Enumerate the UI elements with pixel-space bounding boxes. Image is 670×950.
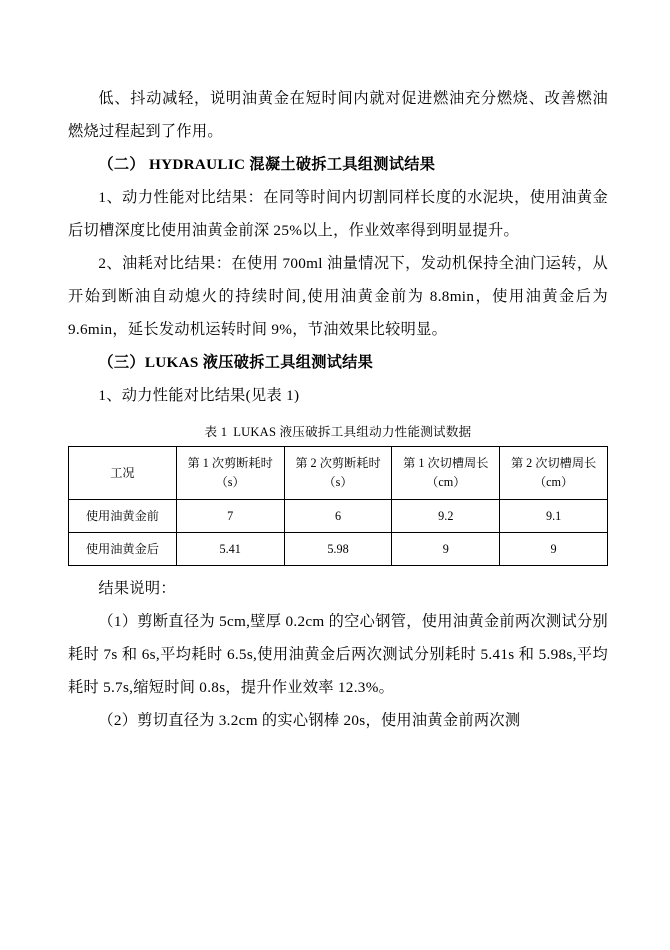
table-row (69, 500, 608, 533)
table-cell-value: 9 (392, 533, 500, 566)
table-header-cell-groove2: 第 2 次切槽周长 （cm） (500, 447, 608, 500)
section-heading-2: （二） HYDRAULIC 混凝土破拆工具组测试结果 (98, 156, 436, 173)
performance-data-table (68, 446, 608, 566)
paragraph-result-1: （1）剪断直径为 5cm,壁厚 0.2cm 的空心钢管，使用油黄金前两次测试分别耗时 7s 和 6s,平均耗时 6.5s,使用油黄金后两次测试分别耗时 5.41s 和 5.98s,平均耗时 5.7s,缩短时间 0.8s，提升作业效率 12.3%。 (68, 613, 608, 696)
table-caption (68, 421, 608, 443)
table-cell-value: 5.98 (284, 533, 392, 566)
table-cell-label: 使用油黄金前 (69, 500, 177, 533)
table-cell-label: 使用油黄金后 (69, 533, 177, 566)
table-cell-value: 6 (284, 500, 392, 533)
table-caption-text: LUKAS 液压破拆工具组动力性能测试数据 (233, 425, 472, 439)
table-header-cell-groove1: 第 1 次切槽周长 （cm） (392, 447, 500, 500)
table-cell-value: 9.1 (500, 500, 608, 533)
table-caption-number: 表 1 (204, 425, 228, 439)
paragraph-power-comparison: 1、动力性能对比结果：在同等时间内切割同样长度的水泥块，使用油黄金后切槽深度比使用油黄金前深 25%以上，作业效率得到明显提升。 (68, 189, 608, 239)
table-header (69, 447, 608, 500)
table-header-cell-condition: 工况 (69, 447, 177, 500)
table-header-row (69, 447, 608, 500)
paragraph-table-reference: 1、动力性能对比结果(见表 1) (98, 387, 300, 404)
paragraph-result-2: （2）剪切直径为 3.2cm 的实心钢棒 20s，使用油黄金前两次测 (98, 712, 521, 729)
table-cell-value: 9 (500, 533, 608, 566)
table-header-cell-cut1: 第 1 次剪断耗时 （s） (176, 447, 284, 500)
paragraph-intro: 低、抖动减轻，说明油黄金在短时间内就对促进燃油充分燃烧、改善燃油燃烧过程起到了作用。 (68, 90, 608, 140)
table-cell-value: 9.2 (392, 500, 500, 533)
table-row (69, 533, 608, 566)
table-cell-value: 7 (176, 500, 284, 533)
paragraph-results-label: 结果说明： (98, 580, 176, 597)
table-body (69, 500, 608, 566)
table-header-cell-cut2: 第 2 次剪断耗时 （s） (284, 447, 392, 500)
section-heading-3: （三）LUKAS 液压破拆工具组测试结果 (98, 354, 374, 371)
paragraph-fuel-comparison: 2、油耗对比结果：在使用 700ml 油量情况下，发动机保持全油门运转，从开始到断油自动熄火的持续时间,使用油黄金前为 8.8min，使用油黄金后为 9.6min，延长发动机运转时间 9%，节油效果比较明显。 (68, 255, 608, 338)
table-cell-value: 5.41 (176, 533, 284, 566)
